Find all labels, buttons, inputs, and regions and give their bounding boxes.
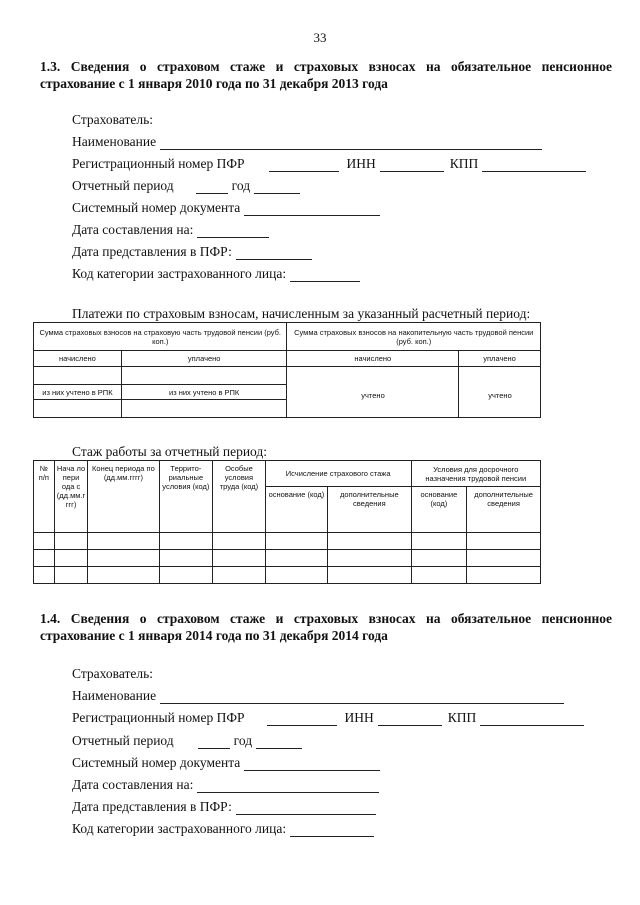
date-made-field <box>72 222 269 238</box>
table-cell[interactable] <box>411 533 467 550</box>
reg-field <box>72 156 586 172</box>
table-cell[interactable] <box>265 533 327 550</box>
date-made-label: Дата составления на: <box>72 222 194 237</box>
sysnum-input-line-2[interactable] <box>244 758 380 771</box>
inn-input-line-2[interactable] <box>378 713 442 726</box>
reg-pfr-input-line[interactable] <box>269 159 339 172</box>
page-number: 33 <box>313 30 327 45</box>
inn-input-line[interactable] <box>380 159 444 172</box>
col-accrued-funded: начислено <box>287 351 459 367</box>
section-1-4-heading <box>40 610 612 644</box>
category-field-2 <box>72 821 374 837</box>
section-1-4-heading-line1: 1.4. Сведения о страховом стаже и страховых взносах на обязательное пенсионное <box>40 611 612 626</box>
date-submit-input-line-2[interactable] <box>236 802 376 815</box>
table-cell[interactable] <box>328 550 411 567</box>
category-field <box>72 266 360 282</box>
reg-pfr-label: Регистрационный номер ПФР <box>72 156 245 171</box>
table-cell[interactable] <box>88 550 159 567</box>
col-period-start: Нача ло пери ода с (дд.мм.г ггг) <box>54 461 87 533</box>
col-calc-group: Исчисление страхового стажа <box>265 461 411 487</box>
period-label: Отчетный период <box>72 178 174 193</box>
table-row <box>34 550 541 567</box>
period-input-line-2[interactable] <box>198 736 230 749</box>
table-cell[interactable] <box>411 567 467 584</box>
table-cell[interactable] <box>88 533 159 550</box>
experience-table <box>33 460 541 584</box>
year-label: год <box>231 178 251 193</box>
table-cell[interactable] <box>411 550 467 567</box>
table-cell[interactable] <box>159 567 213 584</box>
reg-pfr-label-2: Регистрационный номер ПФР <box>72 710 245 725</box>
name-input-line[interactable] <box>160 137 542 150</box>
kpp-input-line[interactable] <box>482 159 586 172</box>
name-label: Наименование <box>72 134 157 149</box>
table-cell[interactable] <box>54 550 87 567</box>
date-made-label-2: Дата составления на: <box>72 777 194 792</box>
date-submit-input-line[interactable] <box>236 247 312 260</box>
col-early-group: Условия для досрочного назначения трудовой пенсии <box>411 461 540 487</box>
col-paid-funded: уплачено <box>459 351 541 367</box>
year-input-line-2[interactable] <box>256 736 302 749</box>
header-funded-pension: Сумма страховых взносов на накопительную часть трудовой пенсии (руб. коп.) <box>287 323 541 351</box>
col-period-end: Конец периода по (дд.мм.гггг) <box>88 461 159 533</box>
period-field-2 <box>72 733 302 749</box>
rpk-accrued-label: из них учтено в РПК <box>34 385 122 400</box>
kpp-input-line-2[interactable] <box>480 713 584 726</box>
sysnum-field <box>72 200 380 216</box>
counted-funded-label-2: учтено <box>488 391 512 400</box>
name-field <box>72 134 542 150</box>
table-cell[interactable] <box>34 533 55 550</box>
table-cell[interactable] <box>467 550 541 567</box>
table-cell[interactable] <box>159 550 213 567</box>
cell-rpk-paid[interactable] <box>121 400 287 418</box>
table-cell[interactable] <box>54 533 87 550</box>
counted-funded-label-1: учтено <box>361 391 385 400</box>
reg-pfr-input-line-2[interactable] <box>267 713 337 726</box>
reg-field-2 <box>72 710 584 726</box>
sysnum-label-2: Системный номер документа <box>72 755 241 770</box>
date-submit-field <box>72 244 312 260</box>
table-cell[interactable] <box>34 567 55 584</box>
table-cell[interactable] <box>213 550 265 567</box>
table-cell[interactable] <box>159 533 213 550</box>
name-label-2: Наименование <box>72 688 157 703</box>
category-input-line-2[interactable] <box>290 824 374 837</box>
period-label-2: Отчетный период <box>72 733 174 748</box>
rpk-paid-label: из них учтено в РПК <box>121 385 287 400</box>
name-field-2 <box>72 688 564 704</box>
category-label: Код категории застрахованного лица: <box>72 266 287 281</box>
cell-paid-labor[interactable] <box>121 367 287 385</box>
date-made-field-2 <box>72 777 379 793</box>
col-territorial: Террито- риальные условия (код) <box>159 461 213 533</box>
col-early-extra: дополнительные сведения <box>467 487 541 533</box>
section-1-3-heading <box>40 58 612 92</box>
section-1-3-heading-line1: 1.3. Сведения о страховом стаже и страховых взносах на обязательное пенсионное <box>40 59 612 74</box>
section-1-3-heading-line2: страхование с 1 января 2010 года по 31 декабря 2013 года <box>40 76 388 91</box>
insurer-label-2 <box>72 666 153 682</box>
inn-label-2: ИНН <box>344 710 374 725</box>
name-input-line-2[interactable] <box>160 691 564 704</box>
table-cell[interactable] <box>34 550 55 567</box>
table-cell[interactable] <box>328 567 411 584</box>
col-calc-extra: дополнительные сведения <box>328 487 411 533</box>
date-submit-label: Дата представления в ПФР: <box>72 244 232 259</box>
date-made-input-line-2[interactable] <box>197 780 379 793</box>
table-cell[interactable] <box>265 550 327 567</box>
col-paid-labor: уплачено <box>121 351 287 367</box>
date-submit-field-2 <box>72 799 376 815</box>
date-submit-label-2: Дата представления в ПФР: <box>72 799 232 814</box>
year-label-2: год <box>233 733 253 748</box>
date-made-input-line[interactable] <box>197 225 269 238</box>
col-special: Особые условия труда (код) <box>213 461 265 533</box>
table-cell[interactable] <box>328 533 411 550</box>
table-row <box>34 533 541 550</box>
kpp-label: КПП <box>449 156 479 171</box>
col-early-basis: основание (код) <box>411 487 467 533</box>
table-cell[interactable] <box>467 533 541 550</box>
sysnum-label: Системный номер документа <box>72 200 241 215</box>
table-cell[interactable] <box>54 567 87 584</box>
header-labor-pension: Сумма страховых взносов на страховую часть трудовой пенсии (руб. коп.) <box>34 323 287 351</box>
section-1-4-heading-line2: страхование с 1 января 2014 года по 31 декабря 2014 года <box>40 628 388 643</box>
sysnum-field-2 <box>72 755 380 771</box>
table-cell[interactable] <box>265 567 327 584</box>
insurer-text-2: Страхователь: <box>72 666 153 681</box>
payments-caption: Платежи по страховым взносам, начисленным за указанный расчетный период: <box>72 306 531 321</box>
col-accrued-labor: начислено <box>34 351 122 367</box>
cell-accrued-labor[interactable] <box>34 367 122 385</box>
payments-table <box>33 322 541 418</box>
table-cell[interactable] <box>213 567 265 584</box>
year-input-line[interactable] <box>254 181 300 194</box>
col-number: № п/п <box>34 461 55 533</box>
cell-rpk-accrued[interactable] <box>34 400 122 418</box>
sysnum-input-line[interactable] <box>244 203 380 216</box>
col-calc-basis: основание (код) <box>265 487 327 533</box>
insurer-label <box>72 112 153 128</box>
kpp-label-2: КПП <box>447 710 477 725</box>
inn-label: ИНН <box>346 156 376 171</box>
insurer-text: Страхователь: <box>72 112 153 127</box>
table-cell[interactable] <box>467 567 541 584</box>
category-label-2: Код категории застрахованного лица: <box>72 821 287 836</box>
table-cell[interactable] <box>88 567 159 584</box>
period-input-line[interactable] <box>196 181 228 194</box>
experience-caption: Стаж работы за отчетный период: <box>72 444 268 459</box>
category-input-line[interactable] <box>290 269 360 282</box>
period-field <box>72 178 300 194</box>
table-cell[interactable] <box>213 533 265 550</box>
table-row <box>34 567 541 584</box>
